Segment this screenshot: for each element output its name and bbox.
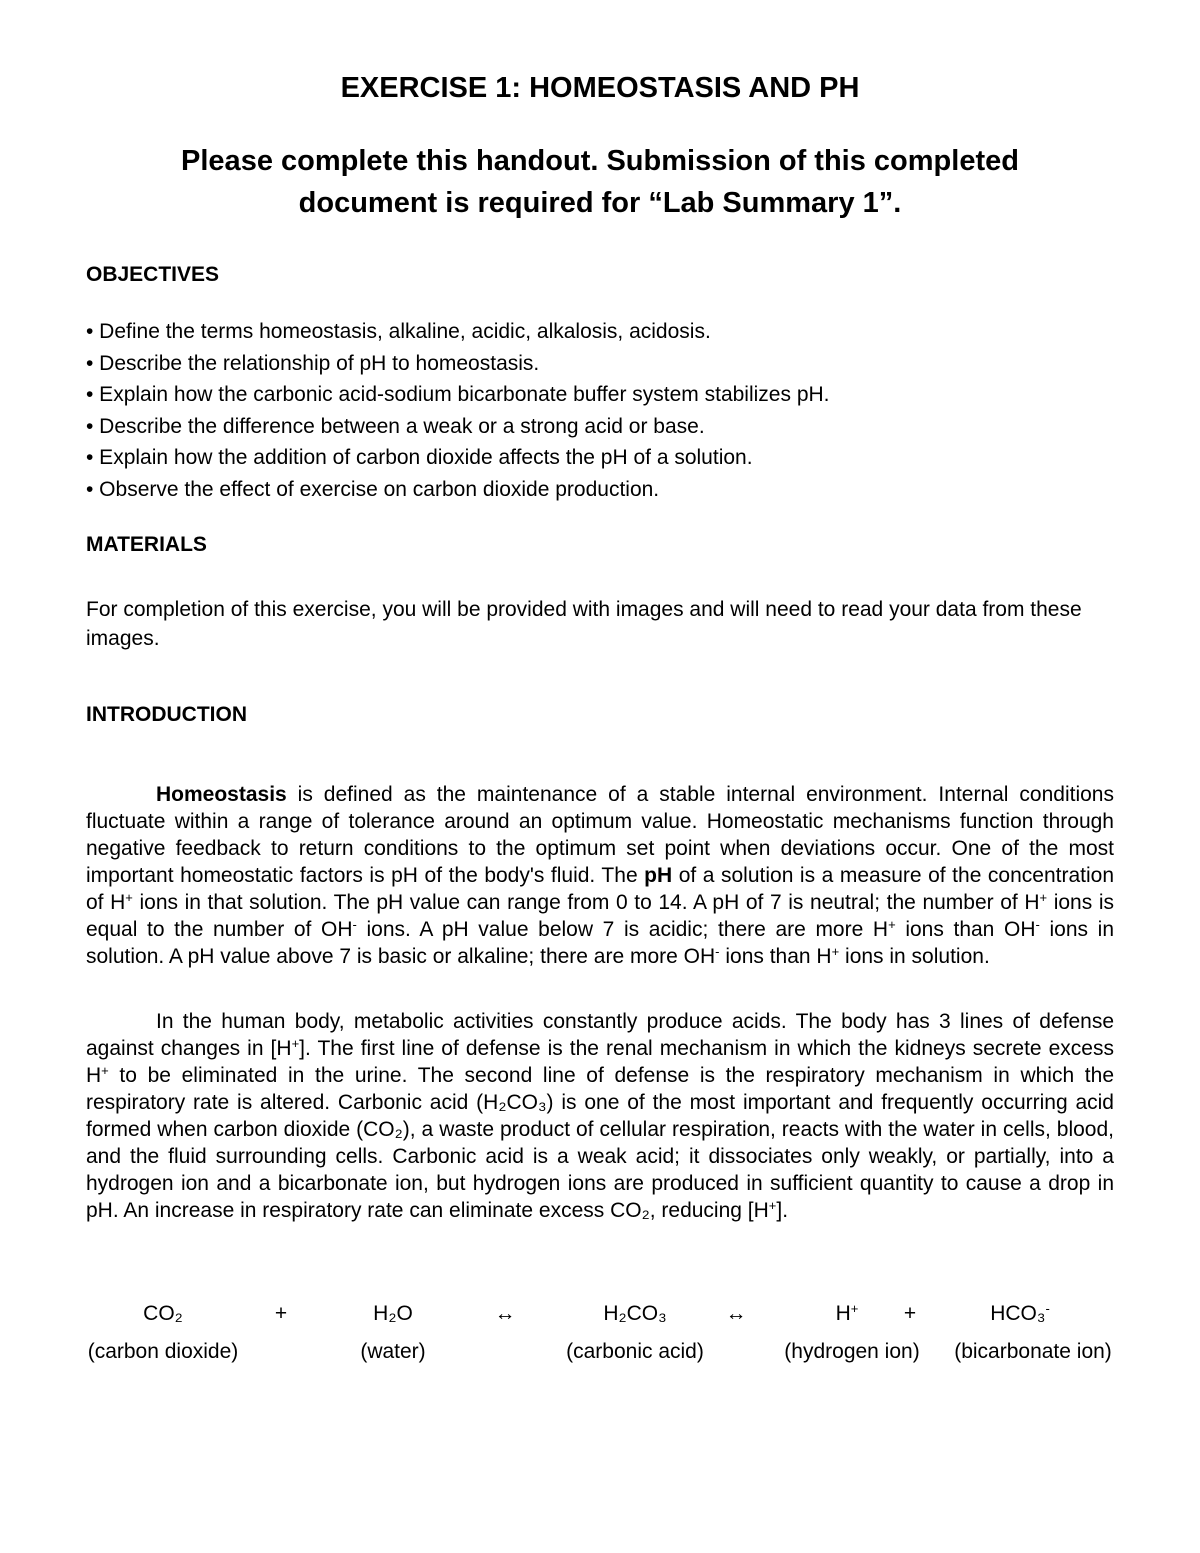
equation-arrow: ↔ [494, 1302, 516, 1325]
objectives-heading: OBJECTIVES [86, 263, 220, 286]
equation-h2o: H₂O [373, 1302, 413, 1325]
term-homeostasis: Homeostasis [156, 783, 287, 806]
label-carbon-dioxide: (carbon dioxide) [87, 1340, 239, 1363]
equation-plus: + [903, 1302, 917, 1325]
page-title: EXERCISE 1: HOMEOSTASIS AND PH [340, 72, 860, 104]
chemical-equation [0, 1302, 1200, 1332]
label-bicarbonate-ion: (bicarbonate ion) [954, 1340, 1112, 1363]
page-subtitle [0, 140, 1200, 224]
materials-text: For completion of this exercise, you will be provided with images and will need to read your data from these images. [86, 598, 1082, 650]
equation-arrow: ↔ [725, 1302, 747, 1325]
list-item: • Explain how the addition of carbon dioxide affects the pH of a solution. [86, 446, 753, 469]
term-ph: pH [644, 864, 673, 887]
subtitle-line-1: Please complete this handout. Submission of this completed [181, 145, 1019, 177]
list-item: • Explain how the carbonic acid-sodium bicarbonate buffer system stabilizes pH. [86, 383, 830, 406]
intro-paragraph-1: Homeostasis is defined as the maintenance of a stable internal environment. Internal conditions fluctuate within a range of tolerance around an optimum value. Homeostatic mechanisms function through negative feedback to return conditions to the optimum set point when deviations occur. One of the most important homeostatic factors is pH of the body's fluid. The pH of a solution is a measure of the concentration of H+ ions in that solution. The pH value can range from 0 to 14. A pH of 7 is neutral; the number of H+ ions is equal to the number of OH- ions. A pH value below 7 is acidic; there are more H+ ions than OH- ions in solution. A pH value above 7 is basic or alkaline; there are more OH- ions than H+ ions in solution. [86, 783, 1115, 968]
list-item: • Observe the effect of exercise on carbon dioxide production. [86, 477, 660, 501]
equation-labels [0, 1340, 1200, 1370]
objectives-list [86, 316, 830, 505]
list-item: • Define the terms homeostasis, alkaline, acidic, alkalosis, acidosis. [86, 320, 711, 343]
label-carbonic-acid: (carbonic acid) [566, 1340, 704, 1363]
equation-co2: CO₂ [143, 1302, 183, 1325]
intro-paragraph-2: In the human body, metabolic activities constantly produce acids. The body has 3 lines of defense against changes in [H+]. The first line of defense is the renal mechanism in which the kidneys secrete excess H+ to be eliminated in the urine. The second line of defense is the respiratory mechanism in which the respiratory rate is altered. Carbonic acid (H₂CO₃) is one of the most important and frequently occurring acid formed when carbon dioxide (CO₂), a waste product of cellular respiration, reacts with the water in cells, blood, and the fluid surrounding cells. Carbonic acid is a weak acid; it dissociates only weakly, or partially, into a hydrogen ion and a bicarbonate ion, but hydrogen ions are produced in sufficient quantity to cause a drop in pH. An increase in respiratory rate can eliminate excess CO₂, reducing [H+]. [86, 1010, 1114, 1222]
introduction-heading: INTRODUCTION [86, 703, 247, 726]
equation-hco3: HCO₃- [990, 1301, 1050, 1325]
subtitle-line-2: document is required for “Lab Summary 1”. [298, 187, 902, 219]
label-hydrogen-ion: (hydrogen ion) [784, 1340, 920, 1363]
materials-heading: MATERIALS [86, 533, 207, 556]
equation-plus: + [274, 1302, 288, 1325]
list-item: • Describe the relationship of pH to homeostasis. [86, 351, 540, 375]
equation-h2co3: H₂CO₃ [603, 1302, 667, 1325]
label-water: (water) [360, 1340, 426, 1363]
list-item: • Describe the difference between a weak or a strong acid or base. [86, 414, 705, 438]
equation-h-ion: H+ [835, 1301, 859, 1325]
